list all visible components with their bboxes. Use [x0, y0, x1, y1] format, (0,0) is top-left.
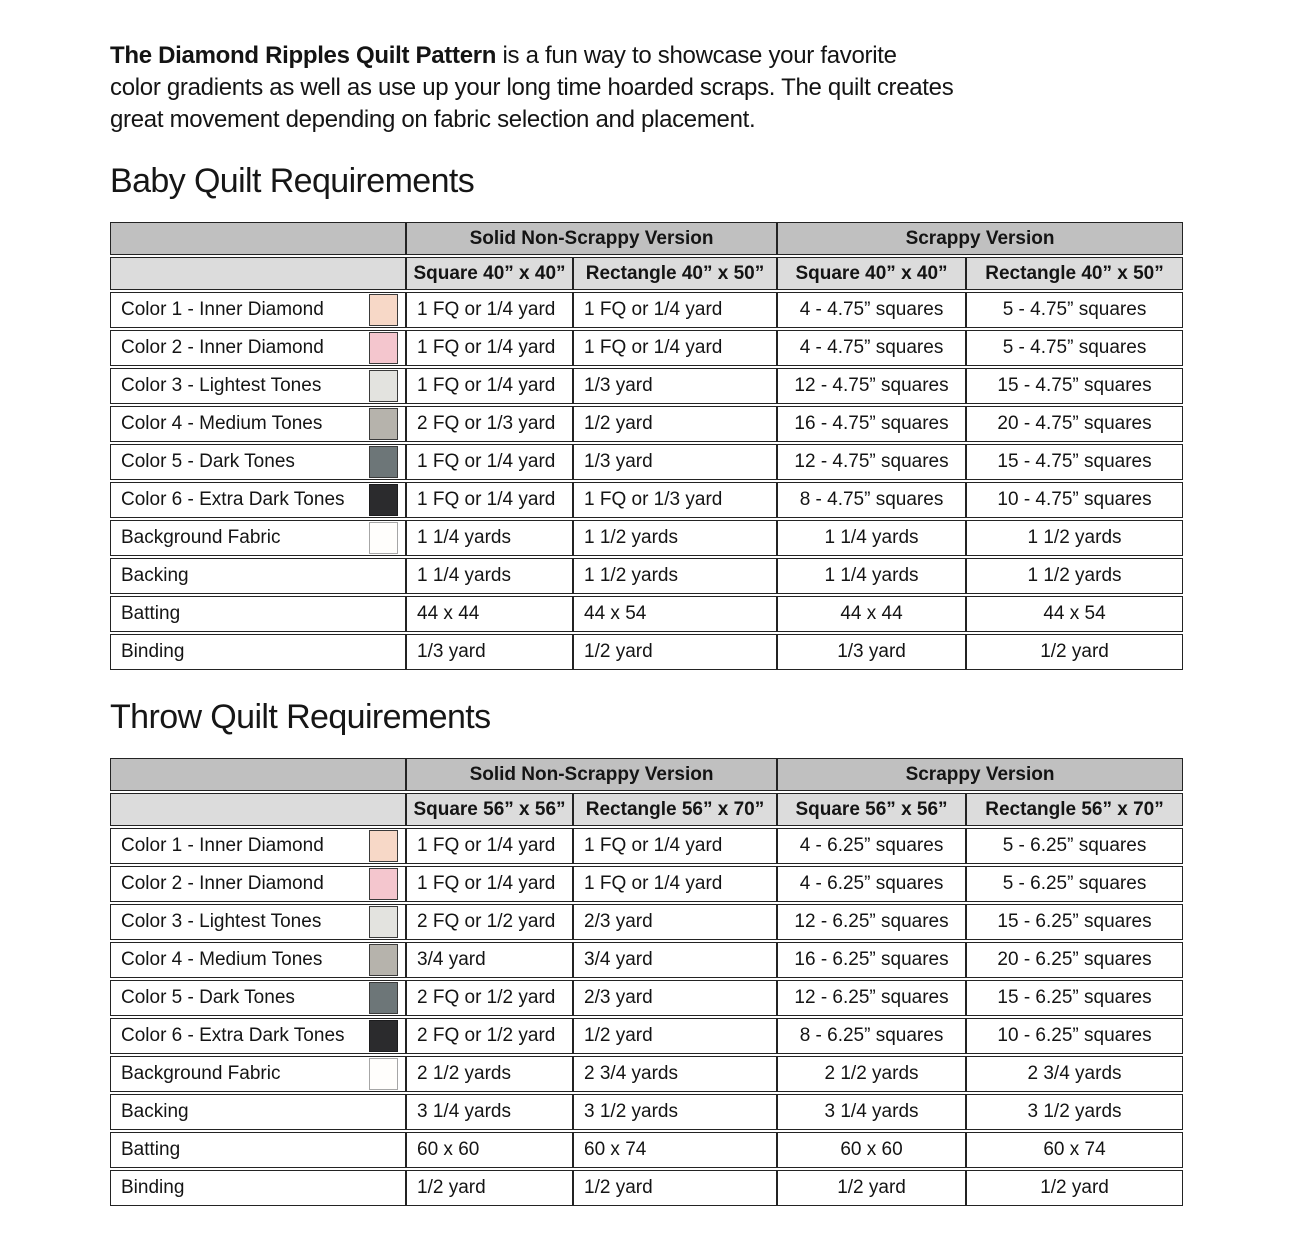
- fabric-color-swatch: [369, 522, 398, 554]
- table-row: [110, 1094, 1183, 1130]
- group-header-row: [110, 222, 1183, 255]
- value-cell: 1 FQ or 1/4 yard: [406, 368, 573, 404]
- value-cell: 2 3/4 yards: [966, 1056, 1183, 1092]
- value-cell: 1 FQ or 1/4 yard: [573, 828, 777, 864]
- row-label-wrap: [111, 293, 405, 327]
- row-label-cell: [110, 1056, 406, 1092]
- table-row: [110, 904, 1183, 940]
- value-cell: 1 1/2 yards: [966, 558, 1183, 594]
- scrappy-version-header: Scrappy Version: [777, 222, 1183, 255]
- value-cell: 1/2 yard: [573, 634, 777, 670]
- value-cell: 1 1/2 yards: [573, 558, 777, 594]
- row-label: Background Fabric: [121, 527, 281, 548]
- row-label: Batting: [121, 603, 181, 624]
- throw-quilt-table: [110, 756, 1183, 1208]
- row-label-wrap: [111, 521, 405, 555]
- size-header-scrappy-rectangle: Rectangle 40” x 50”: [966, 257, 1183, 290]
- row-label-cell: [110, 942, 406, 978]
- row-label-cell: [110, 1132, 406, 1168]
- value-cell: 1 1/4 yards: [406, 520, 573, 556]
- value-cell: 3 1/4 yards: [406, 1094, 573, 1130]
- fabric-color-swatch: [369, 484, 398, 516]
- value-cell: 2/3 yard: [573, 904, 777, 940]
- corner-cell: [110, 793, 406, 826]
- value-cell: 60 x 60: [777, 1132, 966, 1168]
- value-cell: 16 - 6.25” squares: [777, 942, 966, 978]
- table-header: [110, 758, 1183, 826]
- row-label-cell: [110, 904, 406, 940]
- size-header-solid-rectangle: Rectangle 56” x 70”: [573, 793, 777, 826]
- row-label-wrap: [111, 1171, 405, 1205]
- value-cell: 5 - 4.75” squares: [966, 330, 1183, 366]
- row-label-wrap: [111, 943, 405, 977]
- value-cell: 1/2 yard: [966, 1170, 1183, 1206]
- value-cell: 1 FQ or 1/4 yard: [406, 292, 573, 328]
- size-header-scrappy-rectangle: Rectangle 56” x 70”: [966, 793, 1183, 826]
- value-cell: 12 - 6.25” squares: [777, 980, 966, 1016]
- baby-quilt-table: [110, 220, 1183, 672]
- fabric-color-swatch: [369, 408, 398, 440]
- value-cell: 1/3 yard: [573, 368, 777, 404]
- table-row: [110, 444, 1183, 480]
- intro-line2: color gradients as well as use up your long time hoarded scraps. The quilt creates: [110, 74, 954, 101]
- table-row: [110, 942, 1183, 978]
- value-cell: 1/2 yard: [573, 1018, 777, 1054]
- value-cell: 1 FQ or 1/4 yard: [406, 482, 573, 518]
- row-label-cell: [110, 980, 406, 1016]
- value-cell: 20 - 6.25” squares: [966, 942, 1183, 978]
- row-label: Color 6 - Extra Dark Tones: [121, 489, 345, 510]
- row-label-wrap: [111, 1095, 405, 1129]
- value-cell: 44 x 44: [777, 596, 966, 632]
- value-cell: 12 - 6.25” squares: [777, 904, 966, 940]
- corner-cell: [110, 222, 406, 255]
- row-label: Backing: [121, 1101, 189, 1122]
- value-cell: 2 FQ or 1/2 yard: [406, 904, 573, 940]
- row-label-cell: [110, 866, 406, 902]
- value-cell: 4 - 6.25” squares: [777, 828, 966, 864]
- value-cell: 5 - 6.25” squares: [966, 828, 1183, 864]
- size-header-row: [110, 257, 1183, 290]
- value-cell: 3 1/2 yards: [966, 1094, 1183, 1130]
- row-label-wrap: [111, 829, 405, 863]
- table-row: [110, 866, 1183, 902]
- value-cell: 1 1/2 yards: [573, 520, 777, 556]
- fabric-color-swatch: [369, 944, 398, 976]
- value-cell: 15 - 4.75” squares: [966, 444, 1183, 480]
- baby-quilt-table-body: [110, 292, 1183, 670]
- value-cell: 1 FQ or 1/4 yard: [406, 866, 573, 902]
- row-label: Binding: [121, 1177, 185, 1198]
- solid-version-header: Solid Non-Scrappy Version: [406, 222, 777, 255]
- value-cell: 1 FQ or 1/4 yard: [573, 866, 777, 902]
- fabric-color-swatch: [369, 1020, 398, 1052]
- row-label-cell: [110, 520, 406, 556]
- table-row: [110, 596, 1183, 632]
- value-cell: 5 - 4.75” squares: [966, 292, 1183, 328]
- value-cell: 2 FQ or 1/2 yard: [406, 980, 573, 1016]
- table-row: [110, 482, 1183, 518]
- fabric-color-swatch: [369, 1058, 398, 1090]
- fabric-color-swatch: [369, 446, 398, 478]
- row-label: Color 4 - Medium Tones: [121, 413, 323, 434]
- row-label: Color 2 - Inner Diamond: [121, 873, 324, 894]
- fabric-color-swatch: [369, 830, 398, 862]
- row-label-wrap: [111, 867, 405, 901]
- value-cell: 15 - 6.25” squares: [966, 980, 1183, 1016]
- value-cell: 44 x 44: [406, 596, 573, 632]
- fabric-color-swatch: [369, 906, 398, 938]
- value-cell: 1/2 yard: [573, 1170, 777, 1206]
- size-header-solid-rectangle: Rectangle 40” x 50”: [573, 257, 777, 290]
- value-cell: 8 - 4.75” squares: [777, 482, 966, 518]
- table-row: [110, 1056, 1183, 1092]
- value-cell: 1/2 yard: [406, 1170, 573, 1206]
- row-label-wrap: [111, 905, 405, 939]
- row-label: Binding: [121, 641, 185, 662]
- row-label-wrap: [111, 483, 405, 517]
- row-label: Color 2 - Inner Diamond: [121, 337, 324, 358]
- solid-version-header: Solid Non-Scrappy Version: [406, 758, 777, 791]
- value-cell: 1 FQ or 1/4 yard: [573, 330, 777, 366]
- corner-cell: [110, 257, 406, 290]
- size-header-scrappy-square: Square 56” x 56”: [777, 793, 966, 826]
- value-cell: 1/2 yard: [573, 406, 777, 442]
- table-row: [110, 292, 1183, 328]
- value-cell: 1/2 yard: [966, 634, 1183, 670]
- row-label-wrap: [111, 1057, 405, 1091]
- value-cell: 1/3 yard: [573, 444, 777, 480]
- value-cell: 3/4 yard: [406, 942, 573, 978]
- row-label-cell: [110, 1018, 406, 1054]
- fabric-color-swatch: [369, 982, 398, 1014]
- value-cell: 16 - 4.75” squares: [777, 406, 966, 442]
- row-label-cell: [110, 596, 406, 632]
- group-header-row: [110, 758, 1183, 791]
- row-label: Batting: [121, 1139, 181, 1160]
- value-cell: 60 x 60: [406, 1132, 573, 1168]
- value-cell: 3/4 yard: [573, 942, 777, 978]
- row-label-wrap: [111, 635, 405, 669]
- row-label-cell: [110, 330, 406, 366]
- corner-cell: [110, 758, 406, 791]
- size-header-solid-square: Square 56” x 56”: [406, 793, 573, 826]
- row-label-cell: [110, 1170, 406, 1206]
- value-cell: 3 1/4 yards: [777, 1094, 966, 1130]
- row-label: Color 3 - Lightest Tones: [121, 375, 322, 396]
- value-cell: 1 FQ or 1/4 yard: [573, 292, 777, 328]
- value-cell: 12 - 4.75” squares: [777, 368, 966, 404]
- table-row: [110, 980, 1183, 1016]
- pattern-name: The Diamond Ripples Quilt Pattern: [110, 42, 497, 69]
- row-label: Backing: [121, 565, 189, 586]
- value-cell: 10 - 6.25” squares: [966, 1018, 1183, 1054]
- value-cell: 1 1/4 yards: [777, 520, 966, 556]
- row-label: Color 4 - Medium Tones: [121, 949, 323, 970]
- value-cell: 60 x 74: [573, 1132, 777, 1168]
- row-label: Color 5 - Dark Tones: [121, 451, 295, 472]
- row-label-cell: [110, 482, 406, 518]
- row-label-wrap: [111, 331, 405, 365]
- throw-quilt-heading: Throw Quilt Requirements: [110, 698, 491, 736]
- value-cell: 4 - 4.75” squares: [777, 292, 966, 328]
- size-header-solid-square: Square 40” x 40”: [406, 257, 573, 290]
- row-label-cell: [110, 1094, 406, 1130]
- size-header-row: [110, 793, 1183, 826]
- row-label-wrap: [111, 559, 405, 593]
- row-label-cell: [110, 634, 406, 670]
- value-cell: 10 - 4.75” squares: [966, 482, 1183, 518]
- value-cell: 1 FQ or 1/4 yard: [406, 330, 573, 366]
- value-cell: 3 1/2 yards: [573, 1094, 777, 1130]
- value-cell: 15 - 4.75” squares: [966, 368, 1183, 404]
- value-cell: 12 - 4.75” squares: [777, 444, 966, 480]
- table-row: [110, 1132, 1183, 1168]
- table-row: [110, 558, 1183, 594]
- table-row: [110, 634, 1183, 670]
- row-label-wrap: [111, 597, 405, 631]
- row-label-cell: [110, 444, 406, 480]
- value-cell: 1 FQ or 1/4 yard: [406, 444, 573, 480]
- row-label: Color 6 - Extra Dark Tones: [121, 1025, 345, 1046]
- value-cell: 20 - 4.75” squares: [966, 406, 1183, 442]
- value-cell: 2 FQ or 1/3 yard: [406, 406, 573, 442]
- value-cell: 2 1/2 yards: [777, 1056, 966, 1092]
- intro-line3: great movement depending on fabric selection and placement.: [110, 106, 756, 133]
- row-label: Color 1 - Inner Diamond: [121, 835, 324, 856]
- scrappy-version-header: Scrappy Version: [777, 758, 1183, 791]
- value-cell: 8 - 6.25” squares: [777, 1018, 966, 1054]
- value-cell: 1/3 yard: [406, 634, 573, 670]
- row-label-cell: [110, 368, 406, 404]
- value-cell: 1/2 yard: [777, 1170, 966, 1206]
- value-cell: 1 FQ or 1/4 yard: [406, 828, 573, 864]
- table-row: [110, 1170, 1183, 1206]
- value-cell: 5 - 6.25” squares: [966, 866, 1183, 902]
- table-row: [110, 330, 1183, 366]
- row-label-cell: [110, 828, 406, 864]
- row-label-wrap: [111, 1133, 405, 1167]
- value-cell: 4 - 6.25” squares: [777, 866, 966, 902]
- row-label-cell: [110, 558, 406, 594]
- row-label: Color 3 - Lightest Tones: [121, 911, 322, 932]
- row-label-wrap: [111, 1019, 405, 1053]
- table-header: [110, 222, 1183, 290]
- throw-quilt-table-body: [110, 828, 1183, 1206]
- value-cell: 1 1/2 yards: [966, 520, 1183, 556]
- intro-line1: is a fun way to showcase your favorite: [496, 42, 897, 69]
- value-cell: 2/3 yard: [573, 980, 777, 1016]
- value-cell: 1 FQ or 1/3 yard: [573, 482, 777, 518]
- value-cell: 1/3 yard: [777, 634, 966, 670]
- table-row: [110, 828, 1183, 864]
- table-row: [110, 520, 1183, 556]
- row-label: Color 1 - Inner Diamond: [121, 299, 324, 320]
- row-label-wrap: [111, 407, 405, 441]
- fabric-color-swatch: [369, 370, 398, 402]
- value-cell: 4 - 4.75” squares: [777, 330, 966, 366]
- baby-quilt-heading: Baby Quilt Requirements: [110, 162, 475, 200]
- row-label-cell: [110, 292, 406, 328]
- table-row: [110, 1018, 1183, 1054]
- table-row: [110, 368, 1183, 404]
- size-header-scrappy-square: Square 40” x 40”: [777, 257, 966, 290]
- table-row: [110, 406, 1183, 442]
- row-label-wrap: [111, 981, 405, 1015]
- value-cell: 1 1/4 yards: [406, 558, 573, 594]
- row-label-wrap: [111, 445, 405, 479]
- fabric-color-swatch: [369, 868, 398, 900]
- intro-paragraph: [110, 40, 1183, 136]
- value-cell: 2 3/4 yards: [573, 1056, 777, 1092]
- value-cell: 60 x 74: [966, 1132, 1183, 1168]
- fabric-color-swatch: [369, 294, 398, 326]
- fabric-color-swatch: [369, 332, 398, 364]
- row-label: Color 5 - Dark Tones: [121, 987, 295, 1008]
- row-label-wrap: [111, 369, 405, 403]
- row-label: Background Fabric: [121, 1063, 281, 1084]
- value-cell: 2 1/2 yards: [406, 1056, 573, 1092]
- value-cell: 44 x 54: [573, 596, 777, 632]
- row-label-cell: [110, 406, 406, 442]
- value-cell: 44 x 54: [966, 596, 1183, 632]
- value-cell: 2 FQ or 1/2 yard: [406, 1018, 573, 1054]
- value-cell: 1 1/4 yards: [777, 558, 966, 594]
- value-cell: 15 - 6.25” squares: [966, 904, 1183, 940]
